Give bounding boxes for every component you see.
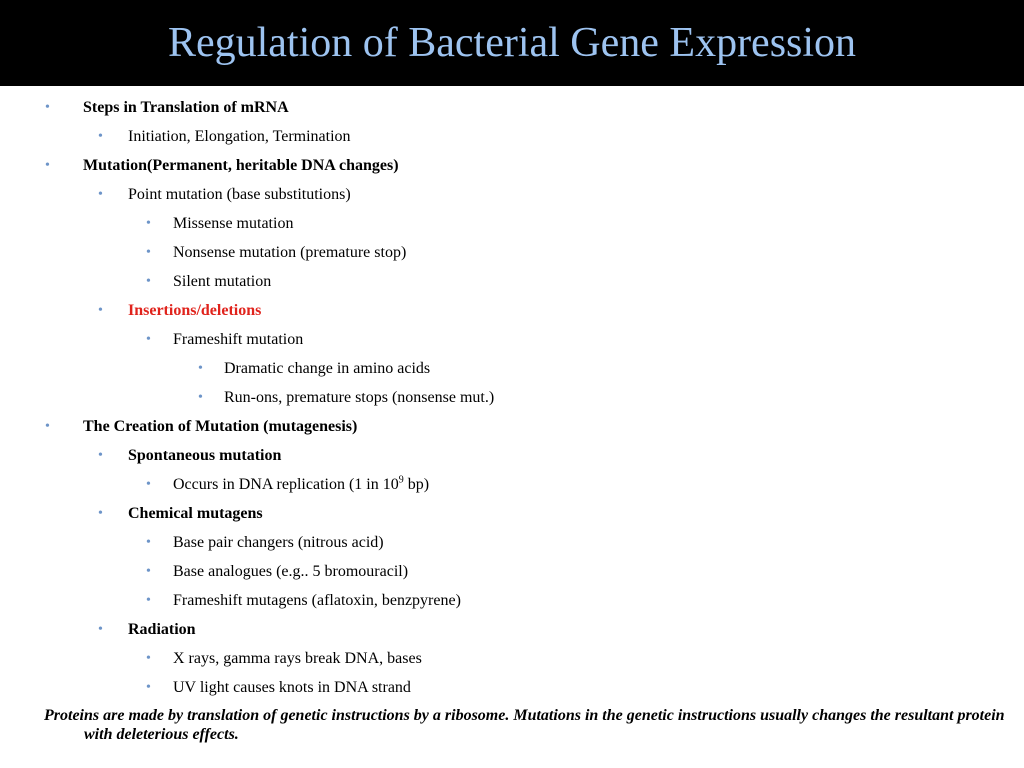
bullet-text: Frameshift mutation: [173, 331, 304, 348]
bullet-icon: •: [98, 303, 103, 318]
bullet-icon: •: [198, 361, 203, 376]
bullet-item: [0, 644, 1024, 673]
bullet-text: Point mutation (base substitutions): [128, 186, 351, 203]
bullet-text: Dramatic change in amino acids: [224, 360, 431, 377]
bullet-text: Steps in Translation of mRNA: [83, 99, 289, 116]
bullet-text: X rays, gamma rays break DNA, bases: [173, 650, 422, 667]
bullet-text: Spontaneous mutation: [128, 447, 282, 464]
bullet-text: Nonsense mutation (premature stop): [173, 244, 407, 261]
bullet-item: [0, 412, 1024, 441]
bullet-icon: •: [98, 187, 103, 202]
bullet-item: [0, 122, 1024, 151]
bullet-text: Radiation: [128, 621, 196, 638]
bullet-icon: •: [146, 564, 151, 579]
bullet-text: Silent mutation: [173, 273, 272, 290]
bullet-text: The Creation of Mutation (mutagenesis): [83, 418, 358, 435]
bullet-item: [0, 209, 1024, 238]
bullet-icon: •: [98, 129, 103, 144]
bullet-item: [0, 93, 1024, 122]
bullet-icon: •: [198, 390, 203, 405]
bullet-text: Base pair changers (nitrous acid): [173, 534, 384, 551]
bullet-icon: •: [146, 680, 151, 695]
bullet-text: Missense mutation: [173, 215, 294, 232]
bullet-text: Base analogues (e.g.. 5 bromouracil): [173, 563, 409, 580]
bullet-icon: •: [45, 158, 50, 173]
bullet-text: Mutation(Permanent, heritable DNA changes): [83, 157, 399, 174]
bullet-text: Initiation, Elongation, Termination: [128, 128, 351, 145]
bullet-icon: •: [45, 419, 50, 434]
bullet-icon: •: [146, 593, 151, 608]
bullet-text: Frameshift mutagens (aflatoxin, benzpyrene): [173, 592, 461, 609]
bullet-list: [0, 93, 1024, 702]
bullet-item: [0, 615, 1024, 644]
bullet-icon: •: [45, 100, 50, 115]
bullet-item: [0, 238, 1024, 267]
bullet-item: [0, 296, 1024, 325]
bullet-icon: •: [98, 448, 103, 463]
bullet-icon: •: [146, 477, 151, 492]
title-bar: [0, 0, 1024, 86]
bullet-text-highlighted: Insertions/deletions: [128, 302, 262, 319]
bullet-text-suffix: bp): [403, 476, 430, 493]
bullet-icon: •: [146, 245, 151, 260]
bullet-text: UV light causes knots in DNA strand: [173, 679, 411, 696]
bullet-text-main: Occurs in DNA replication (1 in 10: [173, 476, 399, 493]
bullet-item: [0, 267, 1024, 296]
exponent: 9: [398, 474, 404, 486]
bullet-text: Chemical mutagens: [128, 505, 263, 522]
bullet-item: [0, 673, 1024, 702]
bullet-item: [0, 528, 1024, 557]
bullet-icon: •: [146, 332, 151, 347]
bullet-item: [0, 586, 1024, 615]
bullet-icon: •: [98, 622, 103, 637]
bullet-icon: •: [146, 651, 151, 666]
bullet-icon: •: [146, 535, 151, 550]
bullet-text: Run-ons, premature stops (nonsense mut.): [224, 389, 495, 406]
bullet-item: [0, 354, 1024, 383]
bullet-item: [0, 470, 1024, 499]
bullet-item: [0, 325, 1024, 354]
bullet-icon: •: [146, 274, 151, 289]
bullet-icon: •: [98, 506, 103, 521]
bullet-item: [0, 441, 1024, 470]
bullet-item: [0, 180, 1024, 209]
summary-note: Proteins are made by translation of genetic instructions by a ribosome. Mutations in the genetic instructions usually changes the resultant protein with deleterious effects.: [44, 707, 1005, 743]
bullet-item: [0, 499, 1024, 528]
bullet-item: [0, 383, 1024, 412]
bullet-text: [173, 470, 429, 499]
bullet-item: [0, 557, 1024, 586]
bullet-item: [0, 151, 1024, 180]
bullet-icon: •: [146, 216, 151, 231]
slide-title: Regulation of Bacterial Gene Expression: [167, 20, 857, 66]
